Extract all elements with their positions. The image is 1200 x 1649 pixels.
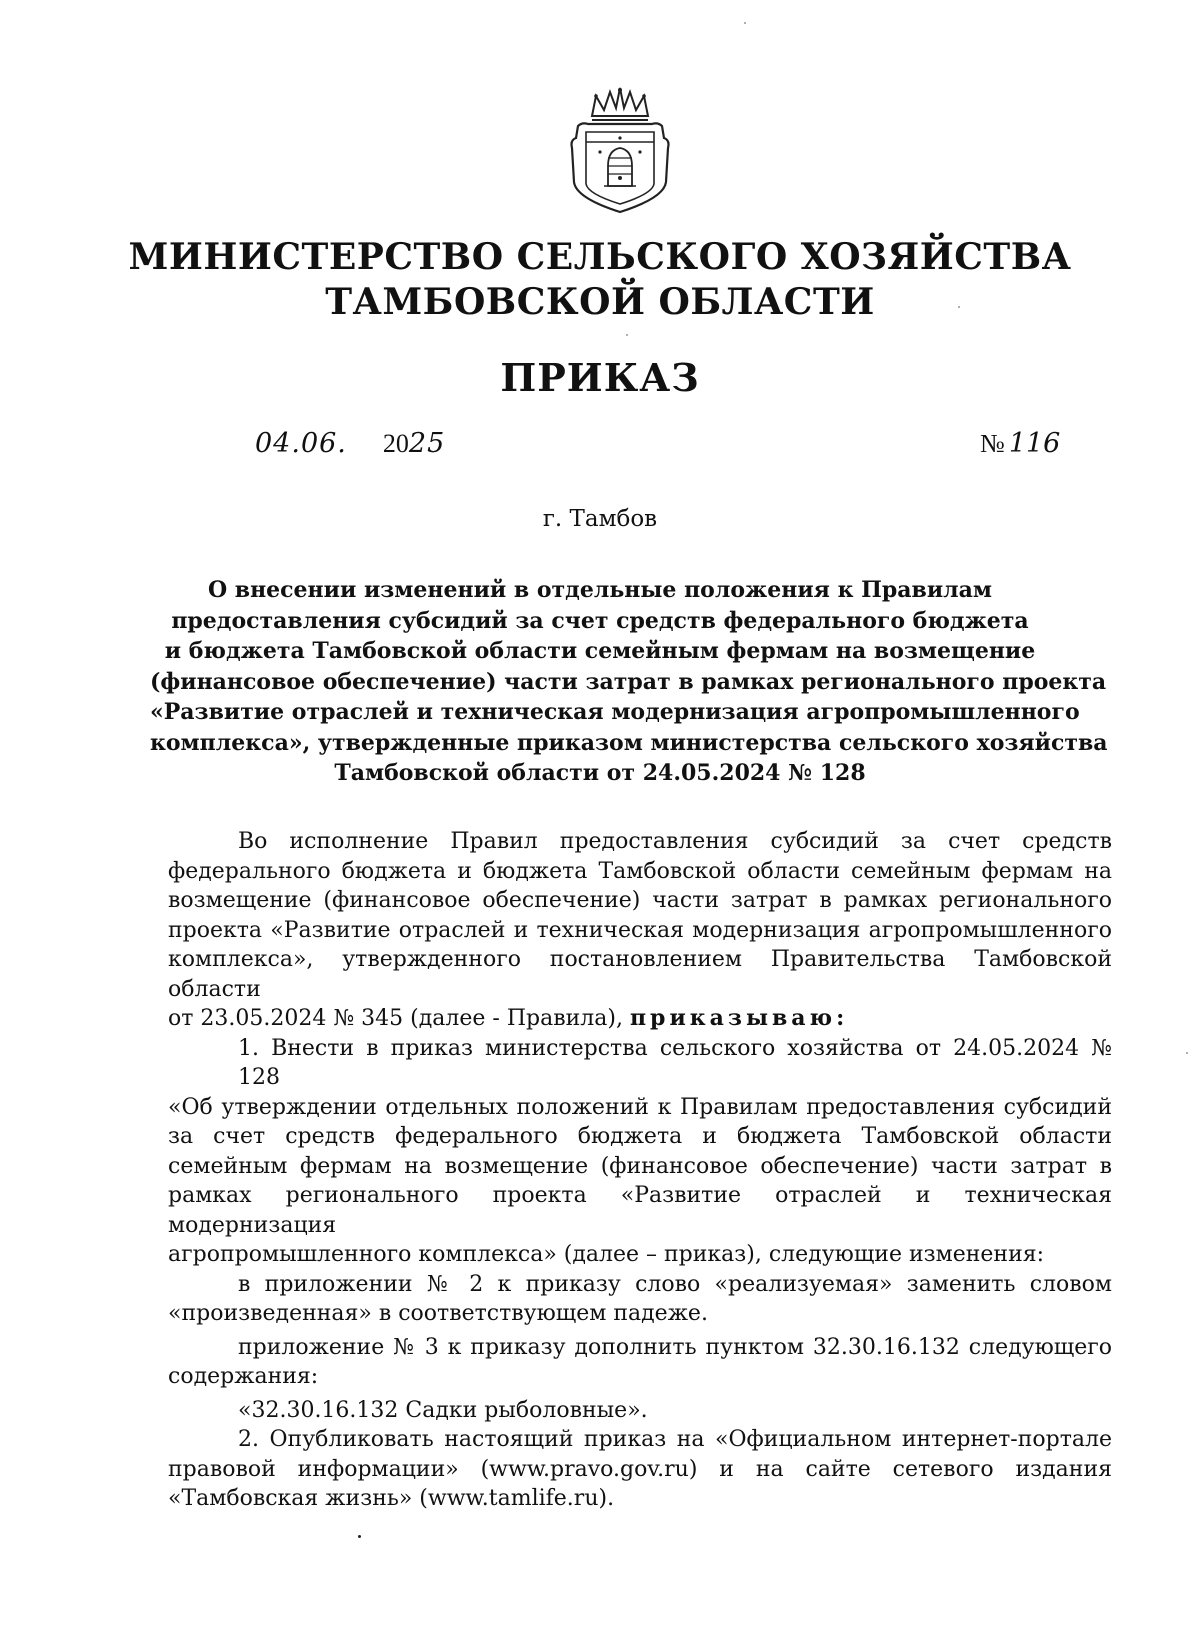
body-line: в приложении № 2 к приказу слово «реализуемая» заменить словом [238,1271,1112,1297]
preamble-end: от 23.05.2024 № 345 (далее - Правила), [168,1006,623,1031]
number-label: № [980,429,1005,458]
year-prefix: 20 [382,429,409,458]
document-type: ПРИКАЗ [500,355,700,400]
body-line [168,1004,1112,1034]
handwritten-date: 04.06. [255,428,347,459]
body-line: 1. Внести в приказ министерства сельского хозяйства от 24.05.2024 № 128 [238,1035,1112,1090]
title-line: О внесении изменений в отдельные положения к Правилам [207,577,993,603]
body-line: содержания: [168,1364,319,1389]
title-line: комплекса», утвержденные приказом министерства сельского хозяйства [150,729,1108,756]
body-line: рамках регионального проекта «Развитие отраслей и техническая модернизация [168,1183,1112,1238]
title-line: (финансовое обеспечение) части затрат в рамках регионального проекта [150,668,1107,695]
body-line: Во исполнение Правил предоставления субсидий за счет средств [238,829,1112,854]
body-line: 2. Опубликовать настоящий приказ на «Официальном интернет-портале [238,1427,1112,1452]
title-line: и бюджета Тамбовской области семейным фермам на возмещение [164,638,1036,664]
body-line: федерального бюджета и бюджета Тамбовской области семейным фермам на [168,858,1112,884]
handwritten-year: 25 [408,428,446,459]
order-body [168,827,1112,1514]
title-line: предоставления субсидий за счет средств федерального бюджета [171,607,1029,634]
title-line: Тамбовской области от 24.05.2024 № 128 [334,760,866,786]
tambov-coat-of-arms-icon [560,86,680,216]
body-line: возмещение (финансовое обеспечение) части затрат в рамках регионального [168,888,1112,913]
title-line: «Развитие отраслей и техническая модернизация агропромышленного [150,699,1080,725]
order-title [150,575,1108,789]
order-number [980,428,1060,459]
body-line: комплекса», утвержденного постановлением Правительства Тамбовской области [168,947,1112,1002]
city: г. Тамбов [542,506,658,532]
scan-speck [358,1535,361,1538]
body-line: приложение № 3 к приказу дополнить пунктом 32.30.16.132 следующего [238,1334,1112,1360]
body-line: за счет средств федерального бюджета и бюджета Тамбовской области [168,1124,1112,1149]
body-line: семейным фермам на возмещение (финансовое обеспечение) части затрат в [168,1153,1112,1179]
body-line: проекта «Развитие отраслей и техническая модернизация агропромышленного [168,917,1112,943]
body-line: «Тамбовская жизнь» (www.tamlife.ru). [168,1486,615,1511]
body-line: «произведенная» в соответствующем падеже. [168,1301,708,1326]
body-line: «32.30.16.132 Садки рыболовные». [238,1397,648,1423]
order-date [255,428,445,459]
ministry-name-line2: ТАМБОВСКОЙ ОБЛАСТИ [325,281,875,323]
order-word: приказываю: [629,1005,849,1031]
ministry-name-line1: МИНИСТЕРСТВО СЕЛЬСКОГО ХОЗЯЙСТВА [128,236,1072,278]
handwritten-number: 116 [1008,428,1061,459]
body-line: «Об утверждении отдельных положений к Правилам предоставления субсидий [168,1094,1112,1120]
body-line: правовой информации» (www.pravo.gov.ru) и на сайте сетевого издания [168,1456,1112,1482]
body-line: агропромышленного комплекса» (далее – приказ), следующие изменения: [168,1242,1045,1267]
